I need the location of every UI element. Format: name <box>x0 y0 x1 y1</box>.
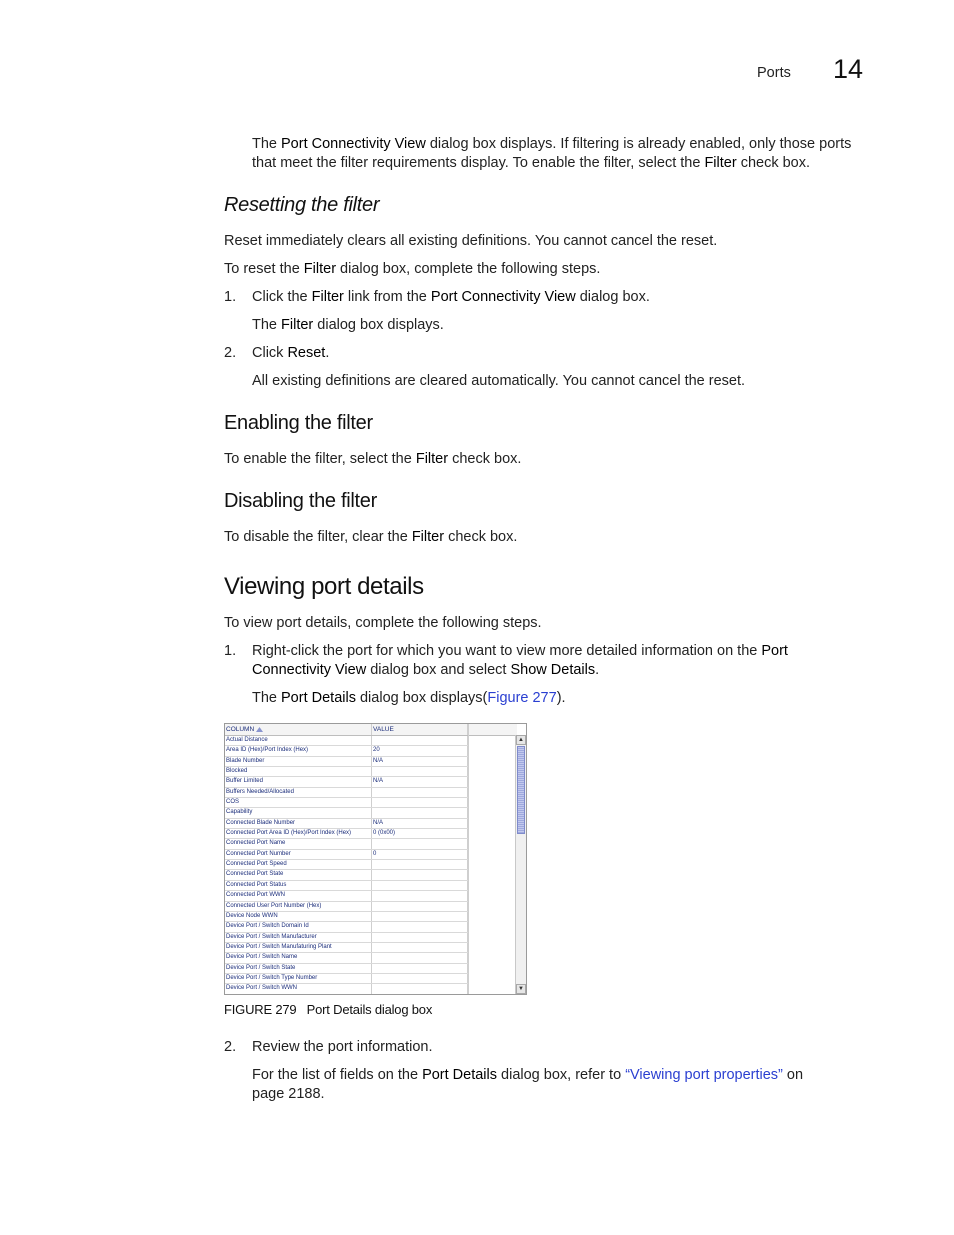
scroll-up-arrow-icon[interactable]: ▲ <box>516 735 526 745</box>
table-row[interactable] <box>225 808 468 818</box>
row-value <box>372 953 468 962</box>
table-header <box>225 724 468 736</box>
view-para: To view port details, complete the following steps. <box>224 615 542 631</box>
row-column-name: Device Port / Switch Domain Id <box>225 922 372 931</box>
row-value <box>372 788 468 797</box>
table-row[interactable] <box>225 767 468 777</box>
row-column-name: Buffer Limited <box>225 777 372 786</box>
figure-caption <box>224 1002 432 1017</box>
table-row[interactable] <box>225 850 468 860</box>
row-value <box>372 767 468 776</box>
figure-caption-text: Port Details dialog box <box>306 1002 433 1017</box>
heading-enabling-filter: Enabling the filter <box>224 412 373 434</box>
row-value: 0 <box>372 850 468 859</box>
table-row[interactable] <box>225 881 468 891</box>
port-details-dialog-figure <box>224 723 527 995</box>
row-column-name: Device Port / Switch State <box>225 964 372 973</box>
row-column-name: Device Port / Switch Manufacturer <box>225 933 372 942</box>
table-row[interactable] <box>225 757 468 767</box>
row-value <box>372 808 468 817</box>
table-row[interactable] <box>225 819 468 829</box>
intro-line-2: that meet the filter requirements display. To enable the filter, select the Filter check box. <box>252 155 811 171</box>
row-column-name: Blocked <box>225 767 372 776</box>
table-row[interactable] <box>225 984 468 994</box>
row-value <box>372 870 468 879</box>
reset-step-2-number: 2. <box>224 345 237 361</box>
row-value: 0 (0x00) <box>372 829 468 838</box>
view-step-1-line-1: Right-click the port for which you want to view more detailed information on the Port <box>252 643 788 659</box>
scrollbar-thumb[interactable] <box>517 746 525 834</box>
sort-ascending-icon <box>256 727 263 732</box>
row-value <box>372 798 468 807</box>
reset-para-2: To reset the Filter dialog box, complete the following steps. <box>224 261 601 277</box>
row-column-name: Device Port / Switch WWN <box>225 984 372 993</box>
row-value <box>372 912 468 921</box>
reset-step-1: Click the Filter link from the Port Connectivity View dialog box. <box>252 289 650 305</box>
scroll-down-arrow-icon[interactable]: ▼ <box>516 984 526 994</box>
row-column-name: Device Port / Switch Type Number <box>225 974 372 983</box>
row-column-name: Connected User Port Number (Hex) <box>225 902 372 911</box>
view-step-1-result: The Port Details dialog box displays(Figure 277). <box>252 690 566 706</box>
row-column-name: Device Port / Switch Name <box>225 953 372 962</box>
row-value <box>372 984 468 993</box>
view-step-1-number: 1. <box>224 643 237 659</box>
enable-para: To enable the filter, select the Filter check box. <box>224 451 522 467</box>
row-value <box>372 964 468 973</box>
view-step-2: Review the port information. <box>252 1039 433 1055</box>
view-step-1-line-2: Connectivity View dialog box and select Show Details. <box>252 662 600 678</box>
row-column-name: Capability <box>225 808 372 817</box>
table-row[interactable] <box>225 912 468 922</box>
disable-para: To disable the filter, clear the Filter check box. <box>224 529 518 545</box>
view-step-2-number: 2. <box>224 1039 237 1055</box>
row-column-name: Blade Number <box>225 757 372 766</box>
row-value: N/A <box>372 777 468 786</box>
table-row[interactable] <box>225 933 468 943</box>
row-column-name: Connected Port Status <box>225 881 372 890</box>
view-step-2-result-line-1: For the list of fields on the Port Details dialog box, refer to “Viewing port properties” on <box>252 1067 804 1083</box>
heading-viewing-port-details: Viewing port details <box>224 573 424 600</box>
row-column-name: Connected Port Speed <box>225 860 372 869</box>
row-value <box>372 891 468 900</box>
table-row[interactable] <box>225 964 468 974</box>
row-value <box>372 902 468 911</box>
table-row[interactable] <box>225 829 468 839</box>
column-header-column[interactable]: COLUMN <box>225 724 372 735</box>
view-step-2-result-line-2: page 2188. <box>252 1086 325 1102</box>
viewing-port-properties-link[interactable]: “Viewing port properties” <box>625 1067 783 1083</box>
table-row[interactable] <box>225 902 468 912</box>
table-row[interactable] <box>225 974 468 984</box>
column-header-value[interactable]: VALUE <box>372 724 468 735</box>
row-value: N/A <box>372 819 468 828</box>
table-row[interactable] <box>225 777 468 787</box>
figure-link[interactable]: Figure 277 <box>487 690 557 706</box>
vertical-scrollbar[interactable] <box>515 735 526 994</box>
reset-step-2: Click Reset. <box>252 345 330 361</box>
row-column-name: Device Port / Switch Manufaturing Plant <box>225 943 372 952</box>
port-details-table <box>225 724 468 995</box>
table-row[interactable] <box>225 798 468 808</box>
reset-para-1: Reset immediately clears all existing definitions. You cannot cancel the reset. <box>224 233 718 249</box>
row-value <box>372 943 468 952</box>
reset-step-2-result: All existing definitions are cleared automatically. You cannot cancel the reset. <box>252 373 746 389</box>
reset-step-1-number: 1. <box>224 289 237 305</box>
row-column-name: COS <box>225 798 372 807</box>
row-value <box>372 974 468 983</box>
row-column-name: Connected Port State <box>225 870 372 879</box>
row-column-name: Device Node WWN <box>225 912 372 921</box>
running-header-section: Ports <box>757 65 791 81</box>
row-value <box>372 839 468 848</box>
heading-resetting-filter: Resetting the filter <box>224 194 380 216</box>
row-column-name: Buffers Needed/Allocated <box>225 788 372 797</box>
row-value <box>372 881 468 890</box>
reset-step-1-result: The Filter dialog box displays. <box>252 317 444 333</box>
row-column-name: Connected Port WWN <box>225 891 372 900</box>
table-row[interactable] <box>225 736 468 746</box>
table-row[interactable] <box>225 860 468 870</box>
row-column-name: Connected Port Number <box>225 850 372 859</box>
row-column-name: Connected Port Name <box>225 839 372 848</box>
row-column-name: Connected Port Area ID (Hex)/Port Index (Hex) <box>225 829 372 838</box>
table-row[interactable] <box>225 746 468 756</box>
row-value <box>372 933 468 942</box>
row-value <box>372 922 468 931</box>
row-value <box>372 860 468 869</box>
row-value: 20 <box>372 746 468 755</box>
table-row[interactable] <box>225 922 468 932</box>
table-empty-area <box>468 724 517 994</box>
table-row[interactable] <box>225 953 468 963</box>
row-column-name: Actual Distance <box>225 736 372 745</box>
row-column-name: Area ID (Hex)/Port Index (Hex) <box>225 746 372 755</box>
table-row[interactable] <box>225 891 468 901</box>
table-row[interactable] <box>225 943 468 953</box>
row-column-name: Connected Blade Number <box>225 819 372 828</box>
chapter-number: 14 <box>833 54 864 84</box>
heading-disabling-filter: Disabling the filter <box>224 490 377 512</box>
figure-caption-number: FIGURE 279 <box>224 1002 297 1017</box>
row-value: N/A <box>372 757 468 766</box>
table-row[interactable] <box>225 788 468 798</box>
table-row[interactable] <box>225 870 468 880</box>
intro-line-1: The Port Connectivity View dialog box displays. If filtering is already enabled, only those ports <box>252 136 852 152</box>
table-row[interactable] <box>225 839 468 849</box>
table-body <box>225 736 468 995</box>
row-value <box>372 736 468 745</box>
